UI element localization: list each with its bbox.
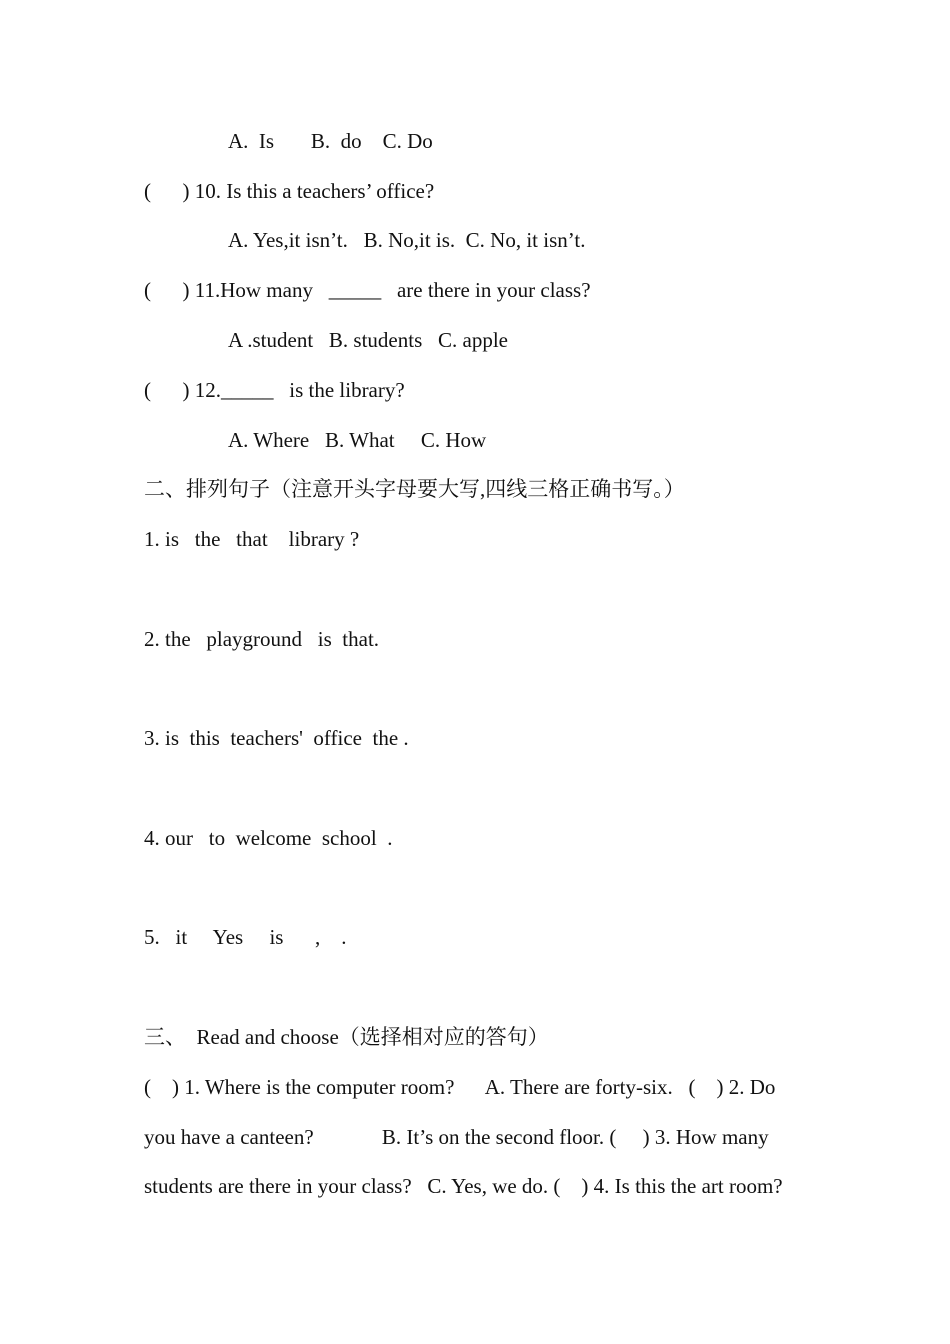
q11-options: A .student B. students C. apple <box>228 328 508 352</box>
section-3-heading: 三、 Read and choose（选择相对应的答句） <box>144 1025 549 1049</box>
reorder-item-2: 2. the playground is that. <box>144 627 380 651</box>
q9-options: A. Is B. do C. Do <box>228 129 433 153</box>
reorder-item-3: 3. is this teachers' office the . <box>144 726 409 750</box>
q10-options: A. Yes,it isn’t. B. No,it is. C. No, it isn’t. <box>228 228 586 252</box>
reorder-item-1: 1. is the that library ? <box>144 527 360 551</box>
question-12: ( ) 12._____ is the library? <box>144 378 405 402</box>
section-2-heading: 二、排列句子（注意开头字母要大写,四线三格正确书写。） <box>144 477 685 501</box>
read-choose-line-3: students are there in your class? C. Yes, we do. ( ) 4. Is this the art room? <box>144 1174 783 1198</box>
question-10: ( ) 10. Is this a teachers’ office? <box>144 179 435 203</box>
read-choose-line-1: ( ) 1. Where is the computer room? A. There are forty-six. ( ) 2. Do <box>144 1075 776 1099</box>
question-11: ( ) 11.How many _____ are there in your class? <box>144 278 591 302</box>
read-choose-line-2: you have a canteen? B. It’s on the second floor. ( ) 3. How many <box>144 1125 769 1149</box>
q12-options: A. Where B. What C. How <box>228 428 487 452</box>
reorder-item-4: 4. our to welcome school . <box>144 826 393 850</box>
reorder-item-5: 5. it Yes is , . <box>144 925 347 949</box>
